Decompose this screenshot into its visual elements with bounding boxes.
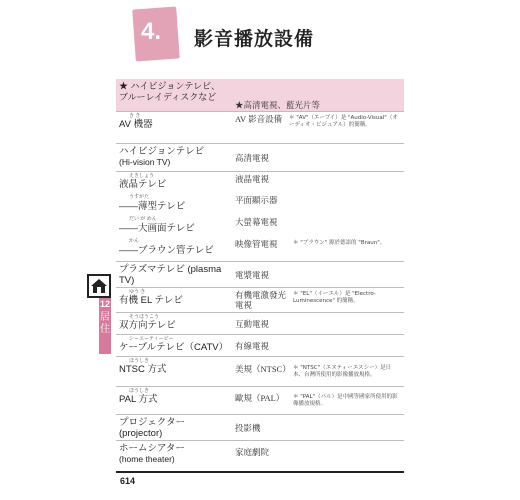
term-jp: ホームシアター bbox=[119, 442, 185, 454]
term-jp: NTSC 方式 bbox=[119, 364, 167, 375]
term-jp: プロジェクター (projector) bbox=[119, 416, 186, 439]
furigana: ほうしき bbox=[129, 357, 150, 364]
term-cn: 有線電視 bbox=[235, 340, 270, 351]
note: ＊ "NTSC"（エヌティーエスシー）是日本、台灣所使用的影像播放規格。 bbox=[293, 365, 392, 378]
term-cn: 映像管電視 bbox=[235, 239, 278, 249]
term-jp: 液晶テレビ bbox=[119, 179, 167, 190]
table-header-row bbox=[116, 79, 404, 111]
table-row bbox=[116, 312, 404, 334]
term-cn: 家庭劇院 bbox=[235, 446, 270, 457]
table-row bbox=[116, 414, 404, 440]
table-row bbox=[116, 237, 404, 261]
term-jp: ハイビジョンテレビ bbox=[119, 145, 205, 157]
furigana: シーエーティービー bbox=[129, 335, 174, 342]
term-cn: AV 影音設備 bbox=[235, 113, 283, 124]
page-number: 614 bbox=[120, 476, 136, 486]
term-cn: 液晶電視 bbox=[235, 173, 270, 184]
note: ＊ "EL"（イーエル）是 "Electro-Luminescence" 的簡稱。 bbox=[293, 290, 376, 304]
table-row bbox=[116, 111, 404, 143]
term-jp: ――ブラウン管テレビ bbox=[119, 244, 214, 256]
term-jp-sub: (home theater) bbox=[119, 453, 175, 464]
furigana: だい が めん bbox=[129, 216, 157, 222]
page-title: 影音播放設備 bbox=[194, 28, 315, 50]
term-cn: 互動電視 bbox=[235, 318, 270, 329]
note: ＊ "ブラウン" 源於德語的 "Braun"。 bbox=[293, 240, 386, 246]
table-row bbox=[116, 334, 404, 356]
term-cn: 有機電激發光電視 bbox=[235, 289, 287, 310]
section-number: 4. bbox=[141, 18, 162, 45]
term-cn: 高清電視 bbox=[235, 152, 270, 163]
furigana: ゆう き bbox=[129, 288, 146, 295]
table-row bbox=[116, 356, 404, 386]
table-row bbox=[116, 193, 404, 215]
furigana: ほうしき bbox=[129, 387, 150, 394]
term-cn: 電漿電視 bbox=[235, 269, 270, 280]
term-jp: PAL 方式 bbox=[119, 394, 158, 405]
term-cn: 歐規（PAL） bbox=[235, 393, 285, 403]
header-jp: ★ ハイビジョンテレビ、ブルーレイディスクなど bbox=[116, 79, 232, 111]
vocab-table bbox=[116, 79, 404, 478]
term-jp-sub: (Hi-vision TV) bbox=[119, 156, 171, 167]
table-row bbox=[116, 171, 404, 193]
table-row bbox=[116, 287, 404, 312]
term-jp: ――大画面テレビ bbox=[119, 222, 195, 234]
term-cn: 投影機 bbox=[235, 422, 261, 433]
term-jp: ケーブルテレビ（CATV） bbox=[119, 342, 229, 353]
chapter-number: 12 bbox=[99, 299, 110, 309]
footer-rule bbox=[116, 471, 404, 473]
term-jp: AV 機器 bbox=[119, 119, 153, 130]
chapter-label: 居住 bbox=[100, 312, 110, 335]
table-row bbox=[116, 143, 404, 171]
header-cn: ★高清電視、藍光片等 bbox=[232, 79, 404, 111]
term-cn: 大螢幕電視 bbox=[235, 217, 278, 227]
furigana: そうほうこう bbox=[129, 313, 160, 320]
term-cn: 平面顯示器 bbox=[235, 195, 278, 205]
furigana: うすがた bbox=[129, 194, 150, 200]
furigana: かん bbox=[129, 238, 140, 244]
house-icon bbox=[87, 274, 111, 298]
table-row bbox=[116, 386, 404, 414]
term-jp: 双方向テレビ bbox=[119, 320, 176, 331]
note: ＊ "PAL"（パル）是中國等國家所使用的影像播放規格。 bbox=[293, 394, 398, 407]
table-row bbox=[116, 261, 404, 287]
term-jp: ――薄型テレビ bbox=[119, 200, 186, 212]
term-jp: 有機 EL テレビ bbox=[119, 295, 183, 306]
furigana: き き bbox=[129, 112, 141, 119]
table-row bbox=[116, 215, 404, 237]
furigana: えきしょう bbox=[129, 172, 155, 179]
term-jp: プラズマテレビ (plasma TV) bbox=[119, 263, 222, 286]
note: ＊ "AV"（エーブイ）是 "Audio-Visual"（オーディオ・ビジュアル）的簡稱。 bbox=[289, 114, 398, 128]
term-cn: 美規（NTSC） bbox=[235, 364, 291, 374]
